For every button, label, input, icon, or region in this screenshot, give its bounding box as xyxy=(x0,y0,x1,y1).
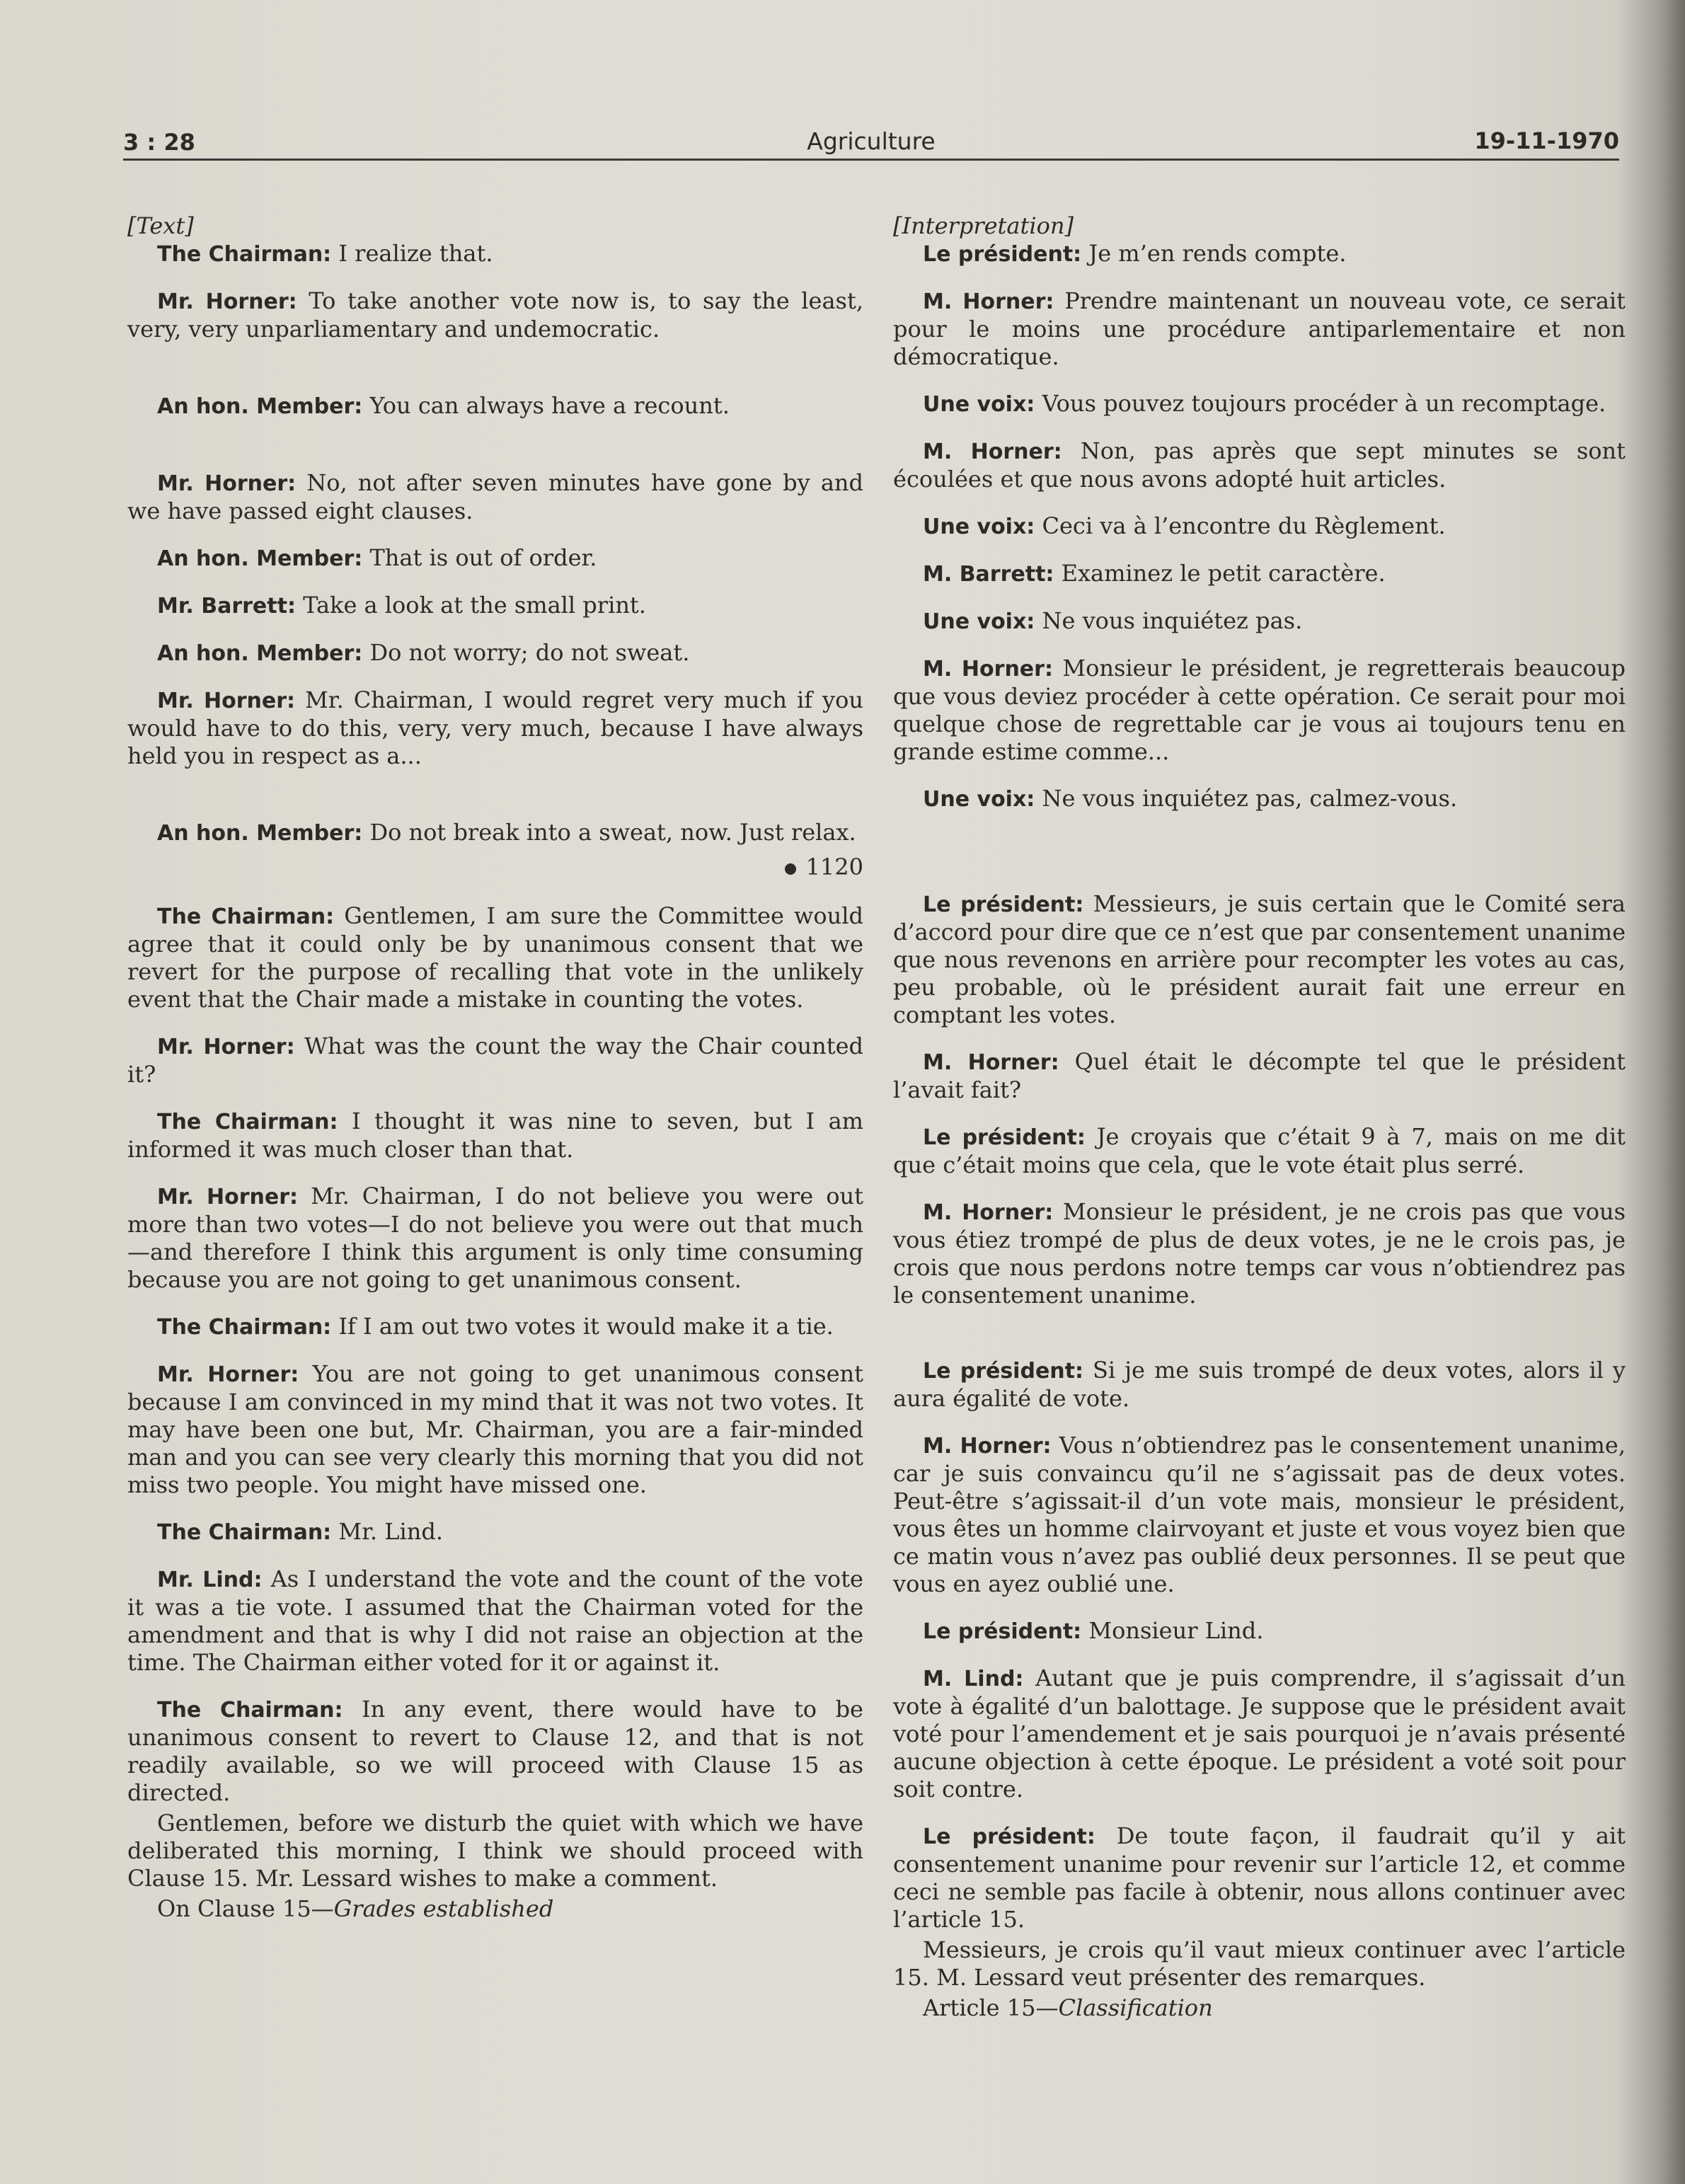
speaker-name: An hon. Member: xyxy=(157,394,363,419)
speech-paragraph xyxy=(893,1048,1626,1104)
speech-text: Ne vous inquiétez pas. xyxy=(1035,607,1303,634)
speech-text: Autant que je puis comprendre, il s’agissait d’un vote à égalité d’un balottage. Je suppose que le président avait voté pour l’amendement et je sais pourquoi je n’avais présenté aucune objection à cette époque. Le président a voté soit pour soit contre. xyxy=(893,1665,1626,1803)
speech-text: You can always have a recount. xyxy=(362,392,730,419)
speech-paragraph xyxy=(893,560,1626,588)
speech-text: Vous n’obtiendrez pas le consentement unanime, car je suis convaincu qu’il ne s’agissait pas de deux votes. Peut-être s’agissait-il d’un vote mais, monsieur le président, vous êtes un homme clairvoyant et juste et vous voyez bien que ce matin vous n’avez pas oublié deux personnes. Il se peut que vous en ayez oublié une. xyxy=(893,1432,1626,1597)
speech-paragraph xyxy=(893,890,1626,1029)
speech-paragraph xyxy=(893,390,1626,418)
speech-paragraph xyxy=(893,655,1626,766)
speaker-name: The Chairman: xyxy=(157,1698,343,1723)
speaker-name: An hon. Member: xyxy=(157,821,363,846)
speech-text: If I am out two votes it would make it a tie. xyxy=(331,1313,834,1340)
speech-text: Monsieur le président, je regretterais beaucoup que vous deviez procéder à cette opération. Ce serait pour moi quelque chose de regrettable car je vous ai toujours tenu en grande estime comme... xyxy=(893,655,1626,765)
time-stamp: 1120 xyxy=(805,854,863,880)
speaker-name: The Chairman: xyxy=(157,904,335,929)
speech-paragraph xyxy=(127,1360,863,1499)
speech-text: Mr. Chairman, I would regret very much if you would have to do this, very, very much, because I have always held you in respect as a... xyxy=(127,686,863,769)
speech-paragraph xyxy=(127,1518,863,1546)
speech-paragraph xyxy=(893,287,1626,371)
speech-text: Gentlemen, I am sure the Committee would agree that it could only be by unanimous consent that we revert for the purpose of recalling that vote in the unlikely event that the Chair made a mistake in counting the votes. xyxy=(127,902,864,1013)
speaker-name: Le président: xyxy=(923,1824,1095,1849)
speech-paragraph xyxy=(893,1822,1626,1933)
bullet-dot-icon xyxy=(785,863,796,875)
speaker-name: Une voix: xyxy=(923,392,1035,417)
speaker-name: M. Horner: xyxy=(923,1200,1054,1225)
speaker-name: Le président: xyxy=(923,1359,1083,1384)
speaker-name: Mr. Horner: xyxy=(157,471,297,496)
speech-paragraph xyxy=(893,1123,1626,1179)
speaker-name: M. Lind: xyxy=(923,1667,1024,1691)
speech-text: Do not worry; do not sweat. xyxy=(362,639,690,666)
speech-text: Vous pouvez toujours procéder à un recomptage. xyxy=(1035,390,1606,417)
speech-paragraph xyxy=(893,1432,1626,1598)
speaker-name: M. Horner: xyxy=(923,289,1054,314)
speaker-name: An hon. Member: xyxy=(157,641,363,666)
speech-paragraph xyxy=(127,902,863,1013)
clause-heading xyxy=(127,1895,863,1923)
speaker-name: An hon. Member: xyxy=(157,546,363,571)
speech-text: Si je me suis trompé de deux votes, alors il y aura égalité de vote. xyxy=(893,1357,1626,1412)
speech-text: Je m’en rends compte. xyxy=(1081,240,1347,267)
speaker-name: Mr. Horner: xyxy=(157,689,296,713)
english-column xyxy=(127,212,863,1923)
speech-paragraph xyxy=(127,392,863,420)
speech-text: Prendre maintenant un nouveau vote, ce serait pour le moins une procédure antiparlementaire et non démocratique. xyxy=(893,287,1626,370)
speech-paragraph xyxy=(127,1696,863,1807)
speech-paragraph xyxy=(127,819,863,847)
speech-paragraph xyxy=(127,686,863,770)
speaker-name: Une voix: xyxy=(923,609,1035,634)
speech-paragraph xyxy=(893,1357,1626,1413)
speech-text: Do not break into a sweat, now. Just relax. xyxy=(362,819,856,846)
speech-paragraph xyxy=(127,1033,863,1088)
speaker-name: M. Horner: xyxy=(923,657,1053,682)
speech-paragraph xyxy=(127,1108,863,1163)
speech-paragraph xyxy=(127,639,863,667)
speech-paragraph xyxy=(893,240,1626,268)
clause-title: Classification xyxy=(1058,1994,1213,2021)
french-column xyxy=(893,212,1626,2022)
speech-text: As I understand the vote and the count of the vote it was a tie vote. I assumed that the Chairman voted for the amendment and that is why I did not raise an objection at the time. The Chairman either voted for it or against it. xyxy=(127,1565,863,1676)
speech-paragraph xyxy=(127,287,863,343)
speech-text: Examinez le petit caractère. xyxy=(1054,560,1386,587)
speech-text: Ne vous inquiétez pas, calmez-vous. xyxy=(1035,785,1458,812)
speech-text: Mr. Lind. xyxy=(331,1518,443,1545)
speaker-name: Mr. Horner: xyxy=(157,1362,299,1387)
clause-heading xyxy=(893,1994,1626,2022)
speaker-name: Mr. Horner: xyxy=(157,1185,299,1209)
speech-text: De toute façon, il faudrait qu’il y ait consentement unanime pour revenir sur l’article 12, et comme ceci ne semble pas facile à obtenir, nous allons continuer avec l’article 15. xyxy=(893,1822,1626,1933)
speaker-name: M. Horner: xyxy=(923,1050,1059,1075)
speaker-name: The Chairman: xyxy=(157,242,332,267)
speech-text: Mr. Chairman, I do not believe you were out more than two votes—I do not believe you were out that much—and therefore I think this argument is only time consuming because you are not going to get unanimous consent. xyxy=(127,1183,863,1293)
speaker-name: Une voix: xyxy=(923,515,1035,539)
speaker-name: Le président: xyxy=(923,1125,1086,1150)
speaker-name: Mr. Barrett: xyxy=(157,594,296,619)
page-header xyxy=(123,125,1619,161)
speaker-name: Mr. Lind: xyxy=(157,1568,263,1592)
page-date: 19-11-1970 xyxy=(1474,127,1619,154)
clause-title: Grades established xyxy=(333,1895,554,1922)
speech-paragraph: Gentlemen, before we disturb the quiet with which we have deliberated this morning, I think we should proceed with Clause 15. Mr. Lessard wishes to make a comment. xyxy=(127,1810,863,1892)
section-label: [Text] xyxy=(127,212,194,239)
speech-paragraph xyxy=(893,785,1626,813)
speech-paragraph xyxy=(127,1313,863,1341)
speech-text: No, not after seven minutes have gone by and we have passed eight clauses. xyxy=(127,469,863,524)
speech-text: Monsieur le président, je ne crois pas que vous vous étiez trompé de plus de deux votes, je ne le crois pas, je crois que nous perdons notre temps car vous n’obtiendrez pas le consentement unanime. xyxy=(893,1198,1626,1309)
speaker-name: Mr. Horner: xyxy=(157,289,297,314)
speech-text: Take a look at the small print. xyxy=(295,592,646,619)
clause-prefix: Article 15— xyxy=(923,1994,1059,2021)
speech-paragraph xyxy=(893,512,1626,541)
speaker-name: Le président: xyxy=(923,1619,1082,1644)
speech-paragraph xyxy=(893,437,1626,493)
speech-paragraph xyxy=(127,240,863,268)
speech-paragraph xyxy=(127,1183,863,1294)
speech-text: Je croyais que c’était 9 à 7, mais on me dit que c’était moins que cela, que le vote était plus serré. xyxy=(893,1123,1626,1178)
speech-paragraph xyxy=(893,607,1626,636)
speech-text: Non, pas après que sept minutes se sont écoulées et que nous avons adopté huit articles. xyxy=(893,437,1626,493)
speech-text: What was the count the way the Chair counted it? xyxy=(127,1033,863,1088)
speech-text: Quel était le décompte tel que le président l’avait fait? xyxy=(893,1048,1626,1103)
section-label: [Interpretation] xyxy=(893,212,1074,239)
time-marker xyxy=(127,854,863,881)
speaker-name: M. Barrett: xyxy=(923,562,1054,587)
speech-text: You are not going to get unanimous consent because I am convinced in my mind that it was not two votes. It may have been one but, Mr. Chairman, you are a fair-minded man and you can see very clearly this morning that you did not miss two people. You might have missed one. xyxy=(127,1360,863,1498)
speech-text: Messieurs, je suis certain que le Comité sera d’accord pour dire que ce n’est que par consentement unanime que nous revenons en arrière pour recompter les votes au cas, peu probable, où le président aurait fait une erreur en comptant les votes. xyxy=(893,890,1626,1028)
speech-paragraph xyxy=(127,544,863,573)
speaker-name: The Chairman: xyxy=(157,1110,338,1134)
speech-paragraph xyxy=(127,592,863,620)
running-title: Agriculture xyxy=(807,127,936,155)
speech-text: Ceci va à l’encontre du Règlement. xyxy=(1035,512,1446,539)
speech-paragraph xyxy=(893,1198,1626,1309)
clause-prefix: On Clause 15— xyxy=(157,1895,334,1922)
speech-text: In any event, there would have to be unanimous consent to revert to Clause 12, and that is not readily available, so we will proceed with Clause 15 as directed. xyxy=(127,1696,863,1806)
speech-text: Monsieur Lind. xyxy=(1081,1617,1264,1644)
speech-text: I realize that. xyxy=(331,240,493,267)
speaker-name: Une voix: xyxy=(923,787,1035,812)
speaker-name: Le président: xyxy=(923,892,1084,917)
page-number: 3 : 28 xyxy=(123,129,195,156)
speech-text: To take another vote now is, to say the least, very, very unparliamentary and undemocratic. xyxy=(127,287,863,343)
speaker-name: The Chairman: xyxy=(157,1520,332,1545)
speech-paragraph: Messieurs, je crois qu’il vaut mieux continuer avec l’article 15. M. Lessard veut présenter des remarques. xyxy=(893,1936,1626,1991)
speech-text: That is out of order. xyxy=(362,544,597,571)
speech-paragraph xyxy=(127,1565,863,1677)
speaker-name: Le président: xyxy=(923,242,1082,267)
speaker-name: Mr. Horner: xyxy=(157,1035,295,1059)
speaker-name: The Chairman: xyxy=(157,1315,332,1340)
speaker-name: M. Horner: xyxy=(923,439,1062,464)
speaker-name: M. Horner: xyxy=(923,1434,1052,1459)
speech-paragraph xyxy=(893,1617,1626,1645)
speech-paragraph xyxy=(127,469,863,525)
speech-paragraph xyxy=(893,1665,1626,1803)
speech-text: I thought it was nine to seven, but I am informed it was much closer than that. xyxy=(127,1108,864,1163)
